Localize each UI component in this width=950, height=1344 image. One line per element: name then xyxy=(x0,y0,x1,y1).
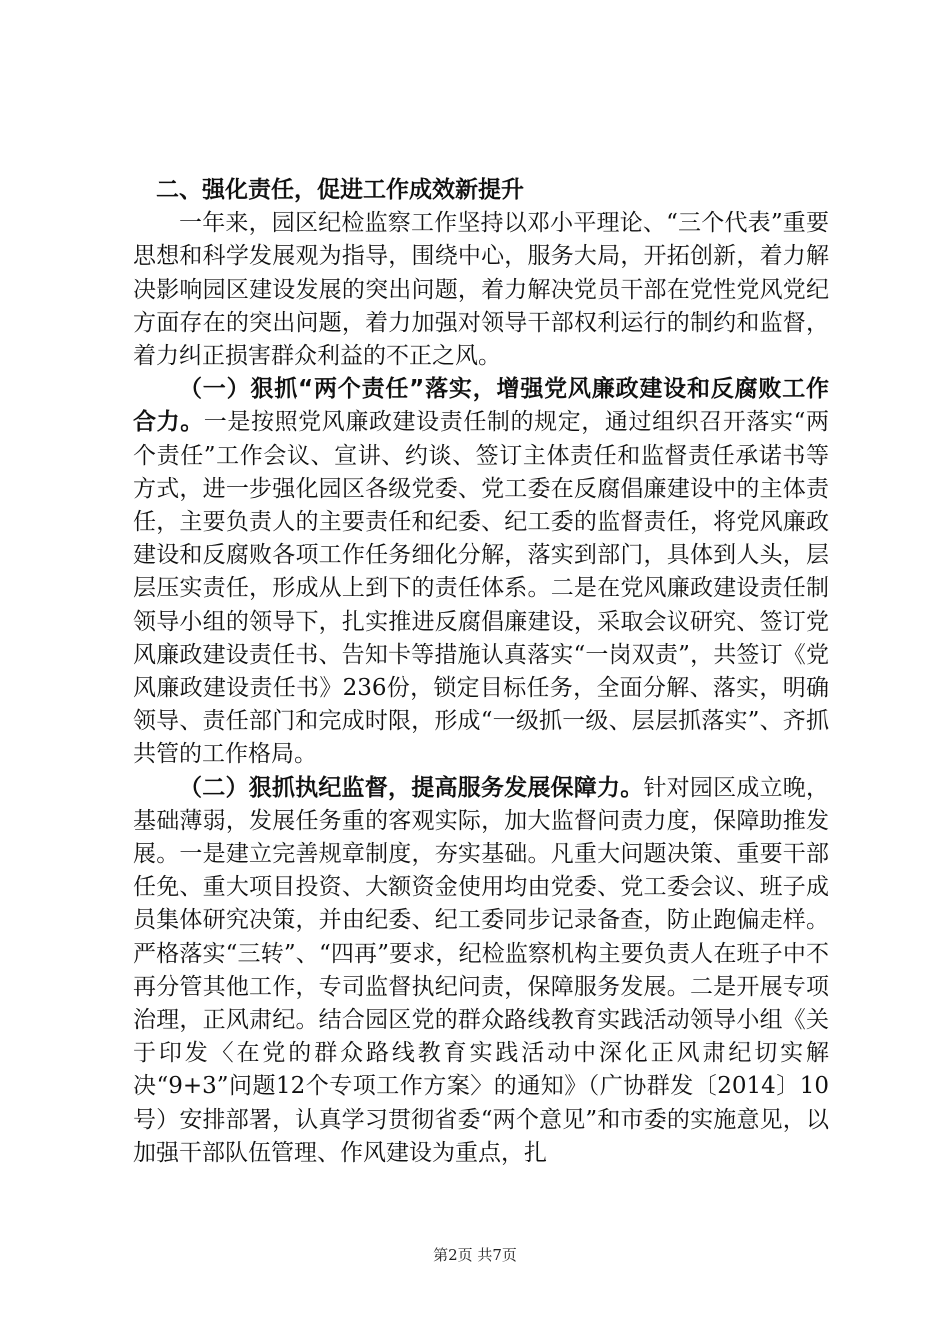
paragraph-text: 一年来，园区纪检监察工作坚持以邓小平理论、“三个代表”重要思想和科学发展观为指导，围绕中心，服务大局，开拓创新，着力解决影响园区建设发展的突出问题，着力解决党员干部在党性党风党纪方面存在的突出问题，着力加强对领导干部权利运行的制约和监督，着力纠正损害群众利益的不正之风。 xyxy=(133,210,829,370)
paragraph-intro xyxy=(133,207,829,373)
page-footer: 第2页 共7页 xyxy=(433,1246,517,1264)
subsection-title-1: （一）狠抓“两个责任”落实，增强党风廉政建设和反腐败工作合力。 xyxy=(133,376,829,436)
paragraph-text: 一是按照党风廉政建设责任制的规定，通过组织召开落实“两个责任”工作会议、宣讲、约谈、签订主体责任和监督责任承诺书等方式，进一步强化园区各级党委、党工委在反腐倡廉建设中的主体责任，主要负责人的主要责任和纪委、纪工委的监督责任，将党风廉政建设和反腐败各项工作任务细化分解，落实到部门，具体到人头，层层压实责任，形成从上到下的责任体系。二是在党风廉政建设责任制领导小组的领导下，扎实推进反腐倡廉建设，采取会议研究、签订党风廉政建设责任书、告知卡等措施认真落实“一岗双责”，共签订《党风廉政建设责任书》236份，锁定目标任务，全面分解、落实，明确领导、责任部门和完成时限，形成“一级抓一级、层层抓落实”、齐抓共管的工作格局。 xyxy=(133,409,830,768)
paragraph-text: 针对园区成立晚，基础薄弱，发展任务重的客观实际，加大监督问责力度，保障助推发展。一是建立完善规章制度，夯实基础。凡重大问题决策、重要干部任免、重大项目投资、大额资金使用均由党委、党工委会议、班子成员集体研究决策，并由纪委、纪工委同步记录备查，防止跑偏走样。严格落实“三转”、“四再”要求，纪检监察机构主要负责人在班子中不再分管其他工作，专司监督执纪问责，保障服务发展。二是开展专项治理，正风肃纪。结合园区党的群众路线教育实践活动领导小组《关于印发〈在党的群众路线教育实践活动中深化正风肃纪切实解决“9+3”问题12个专项工作方案〉的通知》（广协群发〔2014〕10号）安排部署，认真学习贯彻省委“两个意见”和市委的实施意见，以加强干部队伍管理、作风建设为重点，扎 xyxy=(133,774,830,1166)
subsection-title-2: （二）狠抓执纪监督，提高服务发展保障力。 xyxy=(179,774,644,801)
paragraph-responsibility xyxy=(133,373,829,771)
section-heading: 二、强化责任，促进工作成效新提升 xyxy=(156,177,524,203)
document-body xyxy=(133,174,829,1170)
paragraph-supervision xyxy=(133,772,829,1170)
